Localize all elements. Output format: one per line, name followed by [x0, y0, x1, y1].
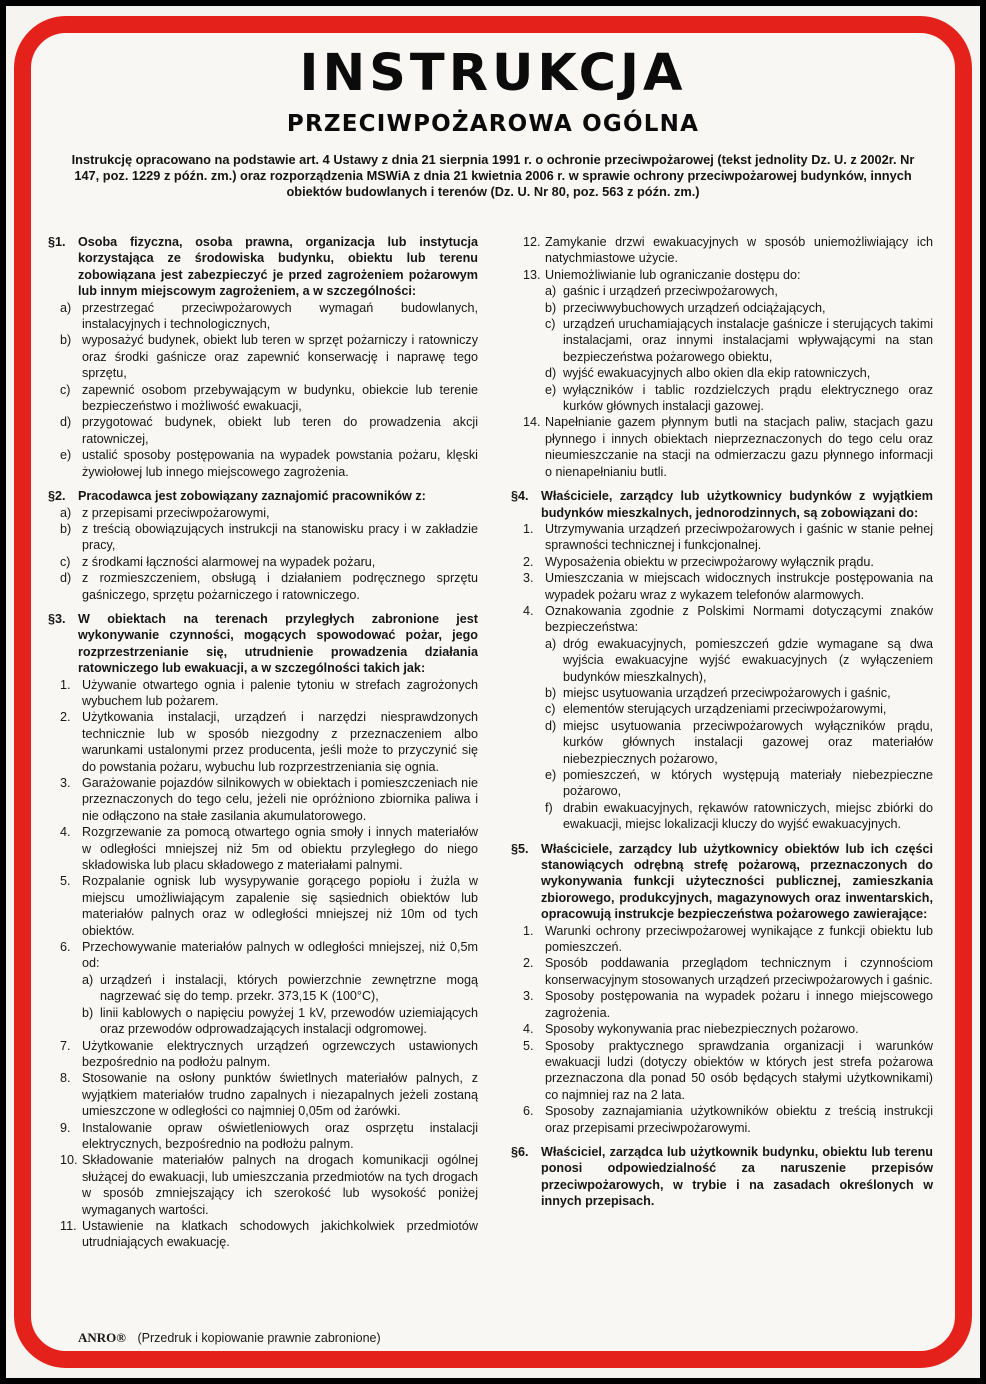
- list-item: [48, 300, 478, 333]
- item-text: urządzeń i instalacji, których powierzchnie zewnętrzne mogą nagrzewać się do temp. przekr. 373,15 K (100°C),: [100, 972, 478, 1004]
- item-text: wyposażyć budynek, obiekt lub teren w sprzęt pożarniczy i ratowniczy oraz środki gaśnicze oraz zapewnić konserwację i naprawę tego sprzętu,: [82, 333, 478, 381]
- item-text: z przepisami przeciwpożarowymi,: [82, 505, 270, 520]
- section-number: §5.: [511, 841, 529, 856]
- item-number: 9.: [60, 1120, 71, 1135]
- item-text: drabin ewakuacyjnych, rękawów ratowniczych, miejsc zbiórki do ewakuacji, miejsc lokalizacji kluczy do wyjść ewakuacyjnych.: [563, 800, 933, 832]
- list-item: [48, 414, 478, 447]
- list-item: [48, 332, 478, 381]
- section-5: [511, 841, 933, 1136]
- item-text: Rozgrzewanie za pomocą otwartego ognia smoły i innych materiałów w odległości mniejszej niż 5m od obiektu przyległego do niego składowiska lub placu składowego z materiałami palnymi.: [82, 825, 478, 873]
- item-text: Sposób poddawania przeglądom technicznym i czynnościom konserwacyjnym stosowanych urządzeń przeciwpożarowych i gaśnic.: [545, 956, 933, 987]
- item-text: Napełnianie gazem płynnym butli na stacjach paliw, stacjach gazu płynnego i innych obiektach nieprzeznaczonych do tego celu oraz nieumieszczanie na stacji na odmierzaczu gazu płynnego informacji o nienapełnianiu butli.: [545, 415, 933, 479]
- item-number: c): [60, 382, 71, 397]
- item-text: Użytkowania instalacji, urządzeń i narzędzi niesprawdzonych technicznie lub w sposób niezgodny z przeznaczeniem albo warunkami ustalonymi przez producenta, jeśli może to przyczynić się do powstania pożaru, wybuchu lub rozprzestrzeniania się ognia.: [82, 710, 478, 774]
- sign-sheet: [6, 6, 980, 1378]
- item-number: 2.: [523, 956, 534, 971]
- list-item: [48, 873, 478, 939]
- item-text: pomieszczeń, w których występują materiały niebezpieczne pożarowo,: [563, 768, 933, 799]
- item-number: e): [60, 448, 72, 463]
- item-number: 3.: [60, 776, 71, 790]
- item-text: Sposoby postępowania na wypadek pożaru i innego miejscowego zagrożenia.: [545, 989, 933, 1020]
- subtitle: PRZECIWPOŻAROWA OGÓLNA: [286, 111, 700, 137]
- item-text: Utrzymywania urządzeń przeciwpożarowych i gaśnic w stanie pełnej sprawności technicznej i funkcjonalnej.: [545, 521, 933, 553]
- list-item: [48, 775, 478, 824]
- item-number: 5.: [523, 1038, 534, 1053]
- list-item: [48, 570, 478, 603]
- sub-list-item: [511, 316, 933, 365]
- section-text: Właściciel, zarządca lub użytkownik budynku, obiektu lub terenu ponosi odpowiedzialność za naruszenie przepisów przeciwpożarowych, w trybie i na zasadach określonych w innych przepisach.: [541, 1144, 933, 1209]
- item-text: z środkami łączności alarmowej na wypadek pożaru,: [82, 554, 376, 569]
- item-number: 4.: [60, 825, 71, 840]
- sub-list-item: [48, 972, 478, 1005]
- list-item: [511, 414, 933, 480]
- item-text: Sposoby zaznajamiania użytkowników obiektu z treścią instrukcji oraz przepisami przeciwpożarowymi.: [545, 1104, 933, 1135]
- list-item: [48, 521, 478, 554]
- item-number: e): [545, 382, 557, 397]
- section-number: §6.: [511, 1144, 529, 1159]
- list-item: [511, 521, 933, 554]
- item-number: 14.: [523, 415, 541, 430]
- item-number: d): [545, 366, 557, 381]
- item-text: urządzeń uruchamiających instalacje gaśnicze i sterujących takimi instalacjami, oraz innymi instalacjami wpływającymi na stan bezpieczeństwa pożarowego obiektu,: [563, 317, 933, 364]
- section-heading: [511, 841, 933, 923]
- item-text: Oznakowania zgodnie z Polskimi Normami dotyczącymi znaków bezpieczeństwa:: [545, 603, 933, 635]
- section-number: §2.: [48, 489, 66, 504]
- item-number: a): [60, 300, 72, 315]
- item-text: wyjść ewakuacyjnych albo okien dla ekip ratowniczych,: [563, 366, 871, 381]
- item-number: 2.: [60, 710, 71, 725]
- item-text: Warunki ochrony przeciwpożarowej wynikające z funkcji obiektu lub pomieszczeń.: [545, 923, 933, 955]
- section-3-continued: [511, 234, 933, 480]
- item-number: 4.: [523, 1022, 534, 1037]
- item-number: 11.: [60, 1218, 77, 1233]
- item-text: wyłączników i tablic rozdzielczych prądu elektrycznego oraz kurków głównych instalacji gazowej.: [563, 382, 933, 414]
- right-column: [511, 234, 933, 1218]
- item-number: 4.: [523, 603, 534, 618]
- item-number: d): [60, 415, 72, 430]
- list-item: [511, 234, 933, 267]
- brand-logo: ANRO®: [78, 1330, 126, 1345]
- item-number: 6.: [523, 1104, 534, 1119]
- section-1: [48, 234, 478, 480]
- item-text: Uniemożliwianie lub ograniczanie dostępu do:: [545, 267, 801, 282]
- list-item: [48, 939, 478, 972]
- item-text: elementów sterujących urządzeniami przeciwpożarowymi,: [563, 702, 887, 717]
- item-number: b): [82, 1005, 94, 1020]
- sub-list-item: [511, 685, 933, 701]
- item-text: linii kablowych o napięciu powyżej 1 kV, przewodów uziemiających oraz przewodów odprowadzających instalacji odgromowej.: [100, 1005, 478, 1037]
- item-number: 5.: [60, 874, 71, 889]
- item-text: zapewnić osobom przebywającym w budynku, obiekcie lub terenie bezpieczeństwo i możliwość ewakuacji,: [82, 382, 478, 414]
- item-text: przeciwwybuchowych urządzeń odciążających,: [563, 300, 826, 315]
- item-text: z rozmieszczeniem, obsługą i działaniem podręcznego sprzętu gaśniczego, sprzętu pożarniczego i ratowniczego.: [82, 571, 478, 602]
- item-number: 6.: [60, 940, 71, 955]
- section-6: [511, 1144, 933, 1210]
- item-number: 10.: [60, 1153, 78, 1168]
- item-text: Przechowywanie materiałów palnych w odległości mniejszej, niż 0,5m od:: [82, 940, 478, 971]
- section-heading: [511, 1144, 933, 1210]
- item-number: b): [545, 300, 557, 315]
- section-heading: [48, 488, 478, 504]
- list-item: [48, 1070, 478, 1119]
- list-item: [511, 554, 933, 570]
- section-heading: [48, 611, 478, 677]
- sub-list-item: [511, 382, 933, 415]
- item-number: b): [60, 333, 72, 348]
- item-text: Składowanie materiałów palnych na drogach komunikacji ogólnej służącej do ewakuacji, lub umieszczania przedmiotów na tych drogach w sposób zmniejszający ich szerokość lub wysokość poniżej wymaganych wartości.: [82, 1153, 478, 1217]
- item-text: miejsc usytuowania urządzeń przeciwpożarowych i gaśnic,: [563, 685, 891, 700]
- list-item: [48, 824, 478, 873]
- list-item: [48, 554, 478, 570]
- item-text: Umieszczania w miejscach widocznych instrukcje postępowania na wypadek pożaru wraz z wykazem telefonów alarmowych.: [545, 571, 933, 602]
- item-number: c): [545, 317, 556, 332]
- section-number: §1.: [48, 235, 66, 249]
- item-number: d): [545, 718, 557, 733]
- section-text: W obiektach na terenach przyległych zabronione jest wykonywanie czynności, mogących spowodować pożar, jego rozprzestrzenianie się, utrudnienie prowadzenia działania ratowniczego lub ewakuacji, a w szczególności takich jak:: [78, 611, 478, 676]
- list-item: [48, 447, 478, 480]
- list-item: [511, 1103, 933, 1136]
- item-number: a): [82, 972, 94, 987]
- section-3: [48, 611, 478, 1251]
- sub-list-item: [511, 701, 933, 717]
- item-number: 1.: [60, 677, 71, 692]
- item-number: a): [60, 505, 72, 520]
- section-text: Osoba fizyczna, osoba prawna, organizacja lub instytucja korzystająca ze środowiska budynku, obiektu lub terenu zobowiązana jest zabezpieczyć je przed zagrożeniem pożarowym lub innym miejscowym zagrożeniem, a w szczególności:: [78, 235, 478, 299]
- item-text: Sposoby praktycznego sprawdzania organizacji i warunków ewakuacji ludzi (dotyczy obiektów w których jest strefa pożarowa przeznaczona dla ponad 50 osób będących stałymi użytkownikami) co najmniej raz na 2 lata.: [545, 1038, 933, 1102]
- list-item: [511, 988, 933, 1021]
- item-text: Użytkowanie elektrycznych urządzeń ogrzewczych ustawionych bezpośrednio na podłożu palnym.: [82, 1038, 478, 1069]
- item-text: gaśnic i urządzeń przeciwpożarowych,: [563, 284, 778, 299]
- section-text: Pracodawca jest zobowiązany zaznajomić pracowników z:: [78, 489, 426, 504]
- list-item: [511, 267, 933, 283]
- sub-list-item: [511, 767, 933, 800]
- item-text: Wyposażenia obiektu w przeciwpożarowy wyłącznik prądu.: [545, 554, 874, 569]
- item-text: Garażowanie pojazdów silnikowych w obiektach i pomieszczeniach nie przeznaczonych do tego celu, jeżeli nie opróżniono zbiornika paliwa i nie odłączono na stałe zasilania akumulatorowego.: [82, 776, 478, 823]
- item-number: c): [60, 554, 71, 569]
- left-column: [48, 234, 478, 1259]
- item-number: b): [545, 685, 557, 700]
- item-text: Ustawienie na klatkach schodowych jakichkolwiek przedmiotów utrudniających ewakuację.: [82, 1218, 478, 1250]
- footer: [78, 1330, 381, 1346]
- sub-list-item: [511, 300, 933, 316]
- title: INSTRUKCJA: [299, 44, 687, 103]
- item-number: 1.: [523, 923, 534, 938]
- sub-list-item: [511, 283, 933, 299]
- section-text: Właściciele, zarządcy lub użytkownicy budynków z wyjątkiem budynków mieszkalnych, jednorodzinnych, są zobowiązani do:: [541, 489, 933, 520]
- list-item: [48, 1120, 478, 1153]
- section-4: [511, 488, 933, 833]
- item-number: 12.: [523, 235, 541, 249]
- list-item: [511, 923, 933, 956]
- section-heading: [48, 234, 478, 300]
- copyright-note: (Przedruk i kopiowanie prawnie zabronione): [137, 1331, 381, 1345]
- list-item: [48, 1152, 478, 1218]
- item-number: 13.: [523, 267, 541, 282]
- sub-list-item: [511, 718, 933, 767]
- item-number: 1.: [523, 521, 534, 536]
- section-text: Właściciele, zarządcy lub użytkownicy obiektów lub ich części stanowiących odrębną strefę pożarową, przeznaczonych do wykonywania funkcji użyteczności publicznej, zamieszkania zbiorowego, produkcyjnych, magazynowych oraz inwentarskich, opracowują instrukcje bezpieczeństwa pożarowego zawierające:: [541, 841, 933, 922]
- item-number: 2.: [523, 554, 534, 569]
- list-item: [511, 603, 933, 636]
- sub-list-item: [511, 800, 933, 833]
- list-item: [511, 1021, 933, 1037]
- item-text: przygotować budynek, obiekt lub teren do prowadzenia akcji ratowniczej,: [82, 415, 478, 446]
- item-number: 7.: [60, 1038, 71, 1053]
- item-number: c): [545, 702, 556, 717]
- section-heading: [511, 488, 933, 521]
- list-item: [48, 382, 478, 415]
- section-number: §4.: [511, 489, 529, 504]
- item-number: 3.: [523, 571, 534, 586]
- sub-list-item: [511, 636, 933, 685]
- item-number: a): [545, 636, 557, 651]
- section-2: [48, 488, 478, 603]
- item-number: e): [545, 768, 557, 782]
- list-item: [48, 1218, 478, 1251]
- item-number: 3.: [523, 989, 534, 1004]
- item-number: f): [545, 800, 553, 815]
- list-item: [511, 1038, 933, 1104]
- list-item: [48, 505, 478, 521]
- legal-basis-intro: Instrukcję opracowano na podstawie art. 4 Ustawy z dnia 21 sierpnia 1991 r. o ochronie przeciwpożarowej (tekst jednolity Dz. U. z 2002r. Nr 147, poz. 1229 z późn. zm.) oraz rozporządzenia MSWiA z dnia 21 kwietnia 2006 r. w sprawie ochrony przeciwpożarowej budynków, innych obiektów budowlanych i terenów (Dz. U. Nr 80, poz. 563 z późn. zm.): [71, 152, 915, 199]
- item-text: ustalić sposoby postępowania na wypadek powstania pożaru, klęski żywiołowej lub innego miejscowego zagrożenia.: [82, 448, 478, 479]
- sub-list-item: [511, 365, 933, 381]
- item-text: Instalowanie opraw oświetleniowych oraz osprzętu instalacji elektrycznych, bezpośrednio na podłożu palnym.: [82, 1120, 478, 1151]
- item-text: przestrzegać przeciwpożarowych wymagań budowlanych, instalacyjnych i technologicznych,: [82, 300, 478, 332]
- list-item: [48, 709, 478, 775]
- item-text: z treścią obowiązujących instrukcji na stanowisku pracy i w zakładzie pracy,: [82, 521, 478, 553]
- item-number: b): [60, 521, 72, 536]
- sub-list-item: [48, 1005, 478, 1038]
- list-item: [48, 677, 478, 710]
- item-number: 8.: [60, 1071, 71, 1086]
- item-text: Zamykanie drzwi ewakuacyjnych w sposób uniemożliwiający ich natychmiastowe użycie.: [545, 235, 933, 266]
- item-text: Rozpalanie ognisk lub wysypywanie gorącego popiołu i żużla w miejscu umożliwiającym zapalenie się sąsiednich obiektów lub materiałów palnych oraz w odległości mniejszej niż 10m od tych obiektów.: [82, 874, 478, 938]
- list-item: [511, 570, 933, 603]
- list-item: [511, 955, 933, 988]
- item-number: a): [545, 284, 557, 299]
- item-text: miejsc usytuowania przeciwpożarowych wyłączników prądu, kurków głównych instalacji gazowej oraz materiałów niebezpiecznych pożarowo,: [563, 718, 933, 766]
- item-text: Używanie otwartego ognia i palenie tytoniu w strefach zagrożonych wybuchem lub pożarem.: [82, 677, 478, 708]
- item-text: dróg ewakuacyjnych, pomieszczeń gdzie wymagane są dwa wyjścia ewakuacyjne wyjść ewakuacyjnych (z wyłączeniem budynków mieszkalnych),: [563, 636, 933, 684]
- item-text: Sposoby wykonywania prac niebezpiecznych pożarowo.: [545, 1022, 859, 1037]
- item-number: d): [60, 571, 72, 586]
- item-text: Stosowanie na osłony punktów świetlnych materiałów palnych, z wyjątkiem materiałów trudno zapalnych i niezapalnych jeżeli zostaną umieszczone w odległości co najmniej 0,05m od żarówki.: [82, 1071, 478, 1119]
- list-item: [48, 1038, 478, 1071]
- section-number: §3.: [48, 611, 66, 626]
